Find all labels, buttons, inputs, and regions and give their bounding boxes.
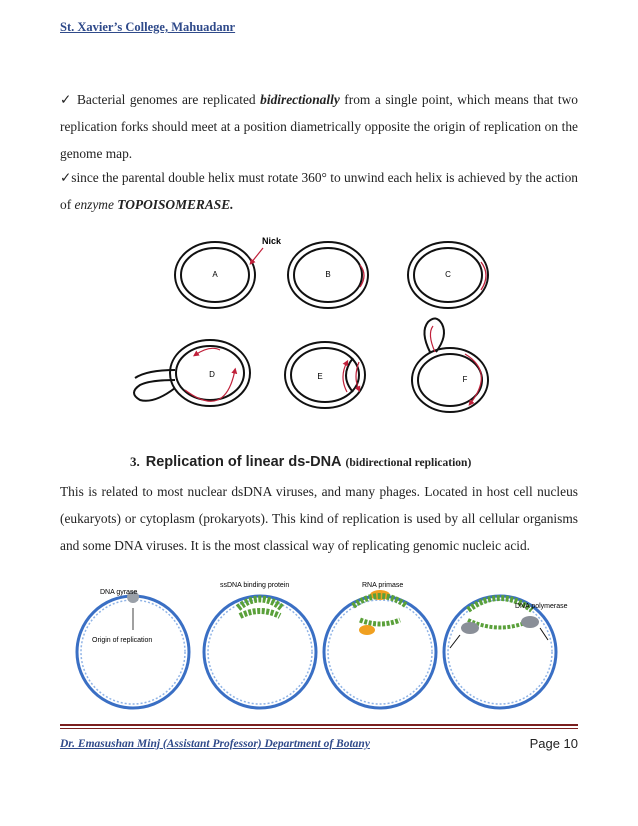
- panel-f: [412, 318, 488, 412]
- panel-b: [288, 242, 368, 308]
- footer-rule-thin: [60, 728, 578, 729]
- nick-label: Nick: [262, 236, 282, 246]
- panel-a: [175, 236, 282, 308]
- stage-ssb: [204, 582, 316, 708]
- label-ssb: ssDNA binding protein: [220, 582, 290, 589]
- para2-enzyme-name: TOPOISOMERASE.: [117, 197, 234, 212]
- stage-primase: [324, 582, 436, 708]
- paragraph-topoisomerase: [60, 164, 578, 218]
- paragraph-linear-dsdna: This is related to most nuclear dsDNA viruses, and many phages. Located in host cell nucleus (eukaryots) or cytoplasm (prokaryots). This kind of replication is used by all cellular organisms and some DNA viruses. It is the most classical way of replicating genomic nucleic acid.: [60, 484, 578, 553]
- panel-label-c: C: [445, 270, 451, 279]
- panel-d: [134, 340, 250, 406]
- panel-label-b: B: [325, 270, 331, 279]
- para2-text-a: since the parental double helix must rotate 360° to unwind each helix is achieved by the action of: [60, 170, 578, 212]
- label-dna-gyrase: DNA gyrase: [100, 589, 138, 596]
- panel-label-f: F: [462, 375, 468, 384]
- page-number: Page 10: [529, 736, 578, 751]
- panel-e: [285, 342, 365, 408]
- section-subtitle: (bidirectional replication): [345, 457, 472, 469]
- figure-replication-stages: [70, 580, 575, 712]
- panel-c: [408, 242, 488, 308]
- footer-author: Dr. Emasushan Minj (Assistant Professor) Department of Botany: [60, 738, 370, 750]
- para1-text-a: Bacterial genomes are replicated: [72, 92, 261, 107]
- label-dna-polymerase: DNA polymerase: [515, 603, 568, 610]
- section-heading: [130, 454, 471, 471]
- section-title: Replication of linear ds-DNA: [145, 454, 342, 470]
- panel-label-e: E: [317, 372, 323, 381]
- panel-label-a: A: [212, 270, 218, 279]
- para1-emphasis: bidirectionally: [260, 92, 340, 107]
- stage-gyrase: [77, 589, 189, 708]
- check-mark: ✓: [60, 92, 73, 107]
- para2-enzyme-word: enzyme: [74, 197, 114, 212]
- footer-rule: [60, 724, 578, 726]
- panel-label-d: D: [209, 370, 215, 379]
- para1-text-b: from a single point, which means that two replication forks should meet at a position diametrically opposite the origin of replication on the genome map.: [60, 92, 578, 161]
- header-college: St. Xavier’s College, Mahuadanr: [60, 20, 236, 34]
- paragraph-bidirectional: [60, 86, 578, 167]
- figure-topoisomerase-diagram: [115, 230, 515, 430]
- stage-polymerase: [444, 596, 568, 708]
- check-mark: ✓: [60, 170, 72, 185]
- section-number: 3.: [130, 454, 140, 469]
- label-rna-primase: RNA primase: [362, 582, 404, 589]
- label-origin: Origin of replication: [92, 637, 153, 644]
